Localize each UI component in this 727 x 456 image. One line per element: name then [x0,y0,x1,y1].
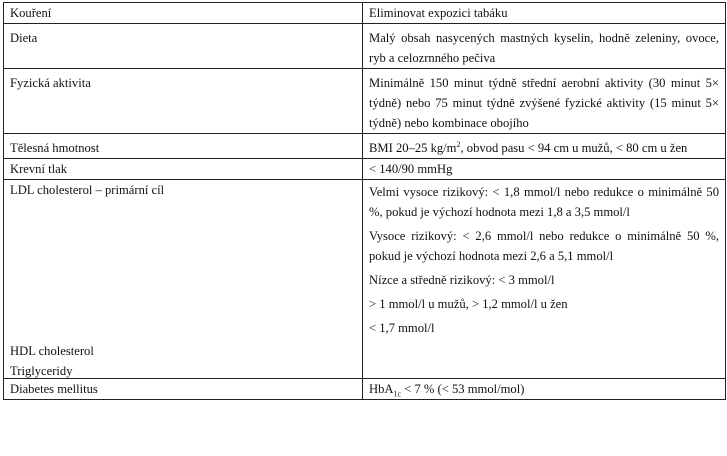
table-row [4,24,726,69]
row-target-diet: Malý obsah nasycených mastných kyselin, hodně zeleniny, ovoce, ryb a celozrnného pečiva [363,24,726,69]
bmi-text: BMI 20–25 kg/m [369,141,457,155]
hdl-target: > 1 mmol/l u mužů, > 1,2 mmol/l u žen [369,297,568,311]
table-row [4,69,726,134]
table-row [4,3,726,24]
row-label-diabetes: Diabetes mellitus [4,379,363,400]
table-row [4,180,726,379]
triglycerides-label: Triglyceridy [10,364,73,378]
ldl-label: LDL cholesterol – primární cíl [10,183,165,197]
row-target-lipids [363,180,726,379]
row-target-smoking: Eliminovat expozici tabáku [363,3,726,24]
row-target-body-weight [363,134,726,159]
row-label-lipids [4,180,363,379]
row-label-diet: Dieta [4,24,363,69]
table-row [4,134,726,159]
row-label-body-weight: Tělesná hmotnost [4,134,363,159]
hba-target-text: < 7 % (< 53 mmol/mol) [401,382,525,396]
row-label-smoking: Kouření [4,3,363,24]
row-target-diabetes [363,379,726,400]
row-target-blood-pressure: < 140/90 mmHg [363,159,726,180]
hdl-label: HDL cholesterol [10,344,94,358]
table-row [4,159,726,180]
ldl-low-mid-risk: Nízce a středně rizikový: < 3 mmol/l [369,273,555,287]
ldl-very-high-risk: Velmi vysoce rizikový: < 1,8 mmol/l nebo redukce o minimálně 50 %, pokud je výchozí hodnota mezi 1,8 a 3,5 mmol/l [369,185,719,219]
ldl-high-risk: Vysoce rizikový: < 2,6 mmol/l nebo redukce o minimálně 50 %, pokud je výchozí hodnota mezi 2,6 a 5,1 mmol/l [369,229,719,263]
waist-text: , obvod pasu < 94 cm u mužů, < 80 cm u žen [460,141,688,155]
bmi-exponent: 2 [456,139,461,149]
hba-text: HbA [369,382,394,396]
row-label-physical-activity: Fyzická aktivita [4,69,363,134]
row-label-blood-pressure: Krevní tlak [4,159,363,180]
hba-subscript: 1c [393,389,402,399]
risk-factor-targets-table [3,2,726,400]
triglycerides-target: < 1,7 mmol/l [369,321,435,335]
row-target-physical-activity: Minimálně 150 minut týdně střední aerobní aktivity (30 minut 5× týdně) nebo 75 minut týdně zvýšené fyzické aktivity (15 minut 5× týdně) nebo kombinace obojího [363,69,726,134]
table-row [4,379,726,400]
